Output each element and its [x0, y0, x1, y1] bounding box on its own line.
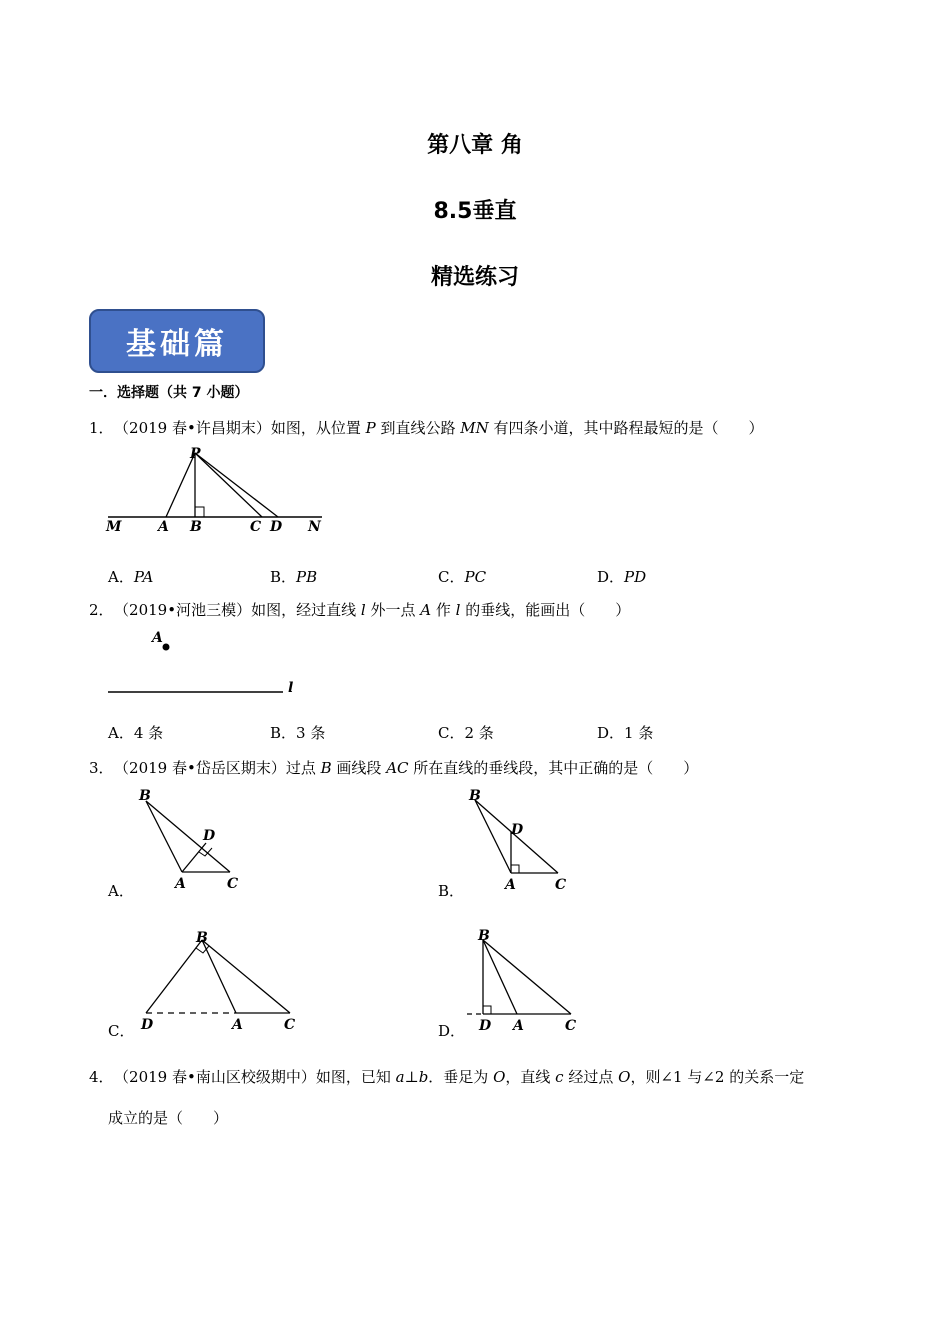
figure-q3-option-c — [135, 928, 305, 1038]
question-text: 经过点 — [563, 1068, 619, 1086]
label-A: A — [513, 1018, 524, 1034]
question-text: 所在直线的垂线段，其中正确的是（ ） — [408, 759, 699, 777]
label-B: B — [196, 930, 208, 946]
label-C: C — [250, 519, 262, 535]
label-D: D — [141, 1017, 154, 1033]
option-b[interactable]: B． — [438, 882, 465, 900]
question-text: 如图，经过直线 — [251, 601, 361, 619]
label-C: C — [284, 1017, 296, 1033]
question-text: A — [420, 601, 432, 619]
question-text: 有四条小道，其中路程最短的是（ ） — [488, 419, 764, 437]
question-4-continuation: 成立的是（ ） — [108, 1109, 229, 1127]
label-C: C — [227, 876, 239, 892]
label-M: M — [106, 519, 122, 535]
question-text: ，则∠1 与∠2 的关系一定 — [630, 1068, 805, 1086]
label-A: A — [505, 877, 516, 893]
page-subtitle: 精选练习 — [430, 265, 519, 290]
question-source: （2019•河池三模） — [121, 601, 252, 619]
question-text: l — [360, 601, 366, 619]
option-b[interactable]: B．3 条 — [270, 724, 326, 742]
label-D: D — [511, 822, 524, 838]
option-a[interactable]: A．PA — [108, 568, 154, 586]
figure-q3-option-d — [465, 928, 590, 1038]
question-section-heading: 一．选择题（共 7 小题） — [89, 385, 249, 401]
figure-q3-option-a — [135, 788, 250, 893]
option-c[interactable]: C．PC — [438, 568, 487, 586]
label-P: P — [190, 446, 201, 462]
level-banner: 基础篇 — [89, 309, 265, 373]
option-a[interactable]: A． — [108, 882, 134, 900]
question-text: 的垂线，能画出（ ） — [460, 601, 631, 619]
option-c[interactable]: C． — [108, 1022, 135, 1040]
label-C: C — [555, 877, 567, 893]
figure-q2-diagram — [100, 626, 310, 701]
question-number: 2． — [89, 601, 114, 619]
question-text: a — [395, 1068, 405, 1086]
section-title: 8.5垂直 — [433, 199, 517, 224]
question-text: c — [555, 1068, 564, 1086]
label-A: A — [152, 630, 163, 646]
question-4 — [89, 1067, 804, 1087]
question-text: ．垂足为 — [428, 1068, 494, 1086]
question-number: 1． — [89, 419, 114, 437]
label-N: N — [308, 519, 321, 535]
question-text: 画线段 — [331, 759, 387, 777]
question-text: 作 — [431, 601, 456, 619]
question-text: ，直线 — [505, 1068, 556, 1086]
question-source: （2019 春•许昌期末） — [121, 419, 271, 437]
question-text: 如图，从位置 — [270, 419, 366, 437]
question-text: AC — [386, 759, 409, 777]
question-1 — [89, 418, 764, 438]
question-text: MN — [460, 419, 489, 437]
label-B: B — [469, 788, 481, 804]
label-B: B — [190, 519, 202, 535]
chapter-title: 第八章 角 — [427, 133, 523, 158]
question-text: l — [455, 601, 461, 619]
question-text: ⊥ — [404, 1068, 419, 1086]
label-D: D — [479, 1018, 492, 1034]
question-text: 过点 — [285, 759, 321, 777]
option-b[interactable]: B．PB — [270, 568, 318, 586]
label-A: A — [158, 519, 169, 535]
option-a[interactable]: A．4 条 — [108, 724, 164, 742]
label-D: D — [270, 519, 283, 535]
question-number: 4． — [89, 1068, 114, 1086]
label-D: D — [203, 828, 216, 844]
option-d[interactable]: D． — [438, 1022, 466, 1040]
label-A: A — [175, 876, 186, 892]
question-text: 外一点 — [365, 601, 421, 619]
label-B: B — [139, 788, 151, 804]
figure-q3-option-b — [465, 788, 580, 893]
question-text: P — [365, 419, 376, 437]
label-l: l — [288, 680, 294, 696]
option-c[interactable]: C．2 条 — [438, 724, 494, 742]
option-d[interactable]: D．1 条 — [597, 724, 654, 742]
question-3 — [89, 758, 698, 778]
label-C: C — [565, 1018, 577, 1034]
question-number: 3． — [89, 759, 114, 777]
question-text: b — [418, 1068, 429, 1086]
question-text: B — [320, 759, 332, 777]
label-A: A — [232, 1017, 243, 1033]
figure-q1-diagram — [100, 445, 340, 540]
question-text: 到直线公路 — [375, 419, 461, 437]
question-source: （2019 春•岱岳区期末） — [121, 759, 286, 777]
question-text: 如图，已知 — [315, 1068, 396, 1086]
question-2 — [89, 600, 630, 620]
option-d[interactable]: D．PD — [597, 568, 647, 586]
question-text: O — [618, 1068, 631, 1086]
question-source: （2019 春•南山区校级期中） — [121, 1068, 316, 1086]
label-B: B — [478, 928, 490, 944]
question-text: O — [493, 1068, 506, 1086]
